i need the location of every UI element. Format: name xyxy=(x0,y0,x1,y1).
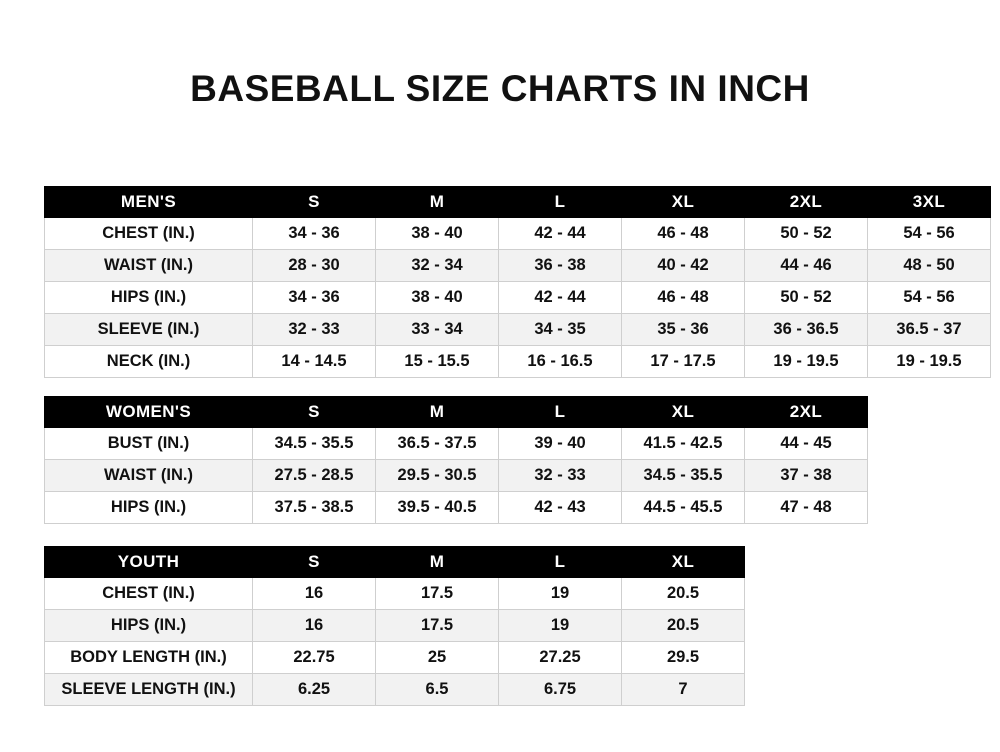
column-header: L xyxy=(499,187,622,218)
table-header-row xyxy=(45,397,868,428)
table-cell: 6.25 xyxy=(253,674,376,706)
column-header: M xyxy=(376,397,499,428)
table-cell: 44 - 45 xyxy=(745,428,868,460)
table-cell: 16 - 16.5 xyxy=(499,346,622,378)
table-cell: 6.75 xyxy=(499,674,622,706)
table-cell: 29.5 xyxy=(622,642,745,674)
table-cell: 37 - 38 xyxy=(745,460,868,492)
table-cell: 20.5 xyxy=(622,578,745,610)
row-label: WAIST (IN.) xyxy=(45,250,253,282)
column-header: 2XL xyxy=(745,187,868,218)
table-cell: 32 - 33 xyxy=(253,314,376,346)
table-row xyxy=(45,428,868,460)
table-row xyxy=(45,314,991,346)
table-row xyxy=(45,674,745,706)
row-label: HIPS (IN.) xyxy=(45,492,253,524)
table-cell: 48 - 50 xyxy=(868,250,991,282)
table-cell: 19 xyxy=(499,578,622,610)
row-label: SLEEVE (IN.) xyxy=(45,314,253,346)
table-cell: 46 - 48 xyxy=(622,218,745,250)
column-header: S xyxy=(253,187,376,218)
table-cell: 37.5 - 38.5 xyxy=(253,492,376,524)
table-cell: 41.5 - 42.5 xyxy=(622,428,745,460)
table-cell: 39.5 - 40.5 xyxy=(376,492,499,524)
table-cell: 34.5 - 35.5 xyxy=(622,460,745,492)
table-cell: 17.5 xyxy=(376,610,499,642)
table-row xyxy=(45,492,868,524)
table-cell: 14 - 14.5 xyxy=(253,346,376,378)
table-cell: 19 xyxy=(499,610,622,642)
table-cell: 34 - 35 xyxy=(499,314,622,346)
column-header: 2XL xyxy=(745,397,868,428)
table-cell: 36 - 36.5 xyxy=(745,314,868,346)
column-header: M xyxy=(376,547,499,578)
table-cell: 7 xyxy=(622,674,745,706)
table-row xyxy=(45,346,991,378)
womens-size-table xyxy=(44,396,868,524)
womens-size-chart xyxy=(44,396,868,524)
table-cell: 15 - 15.5 xyxy=(376,346,499,378)
column-header: XL xyxy=(622,547,745,578)
column-header: S xyxy=(253,397,376,428)
table-cell: 47 - 48 xyxy=(745,492,868,524)
row-label: BODY LENGTH (IN.) xyxy=(45,642,253,674)
column-header: L xyxy=(499,397,622,428)
table-cell: 22.75 xyxy=(253,642,376,674)
table-cell: 17.5 xyxy=(376,578,499,610)
column-header: M xyxy=(376,187,499,218)
row-label: SLEEVE LENGTH (IN.) xyxy=(45,674,253,706)
row-label: BUST (IN.) xyxy=(45,428,253,460)
table-cell: 6.5 xyxy=(376,674,499,706)
table-cell: 42 - 43 xyxy=(499,492,622,524)
table-cell: 42 - 44 xyxy=(499,282,622,314)
table-cell: 44.5 - 45.5 xyxy=(622,492,745,524)
table-row xyxy=(45,282,991,314)
row-label: HIPS (IN.) xyxy=(45,610,253,642)
table-cell: 50 - 52 xyxy=(745,282,868,314)
youth-size-table xyxy=(44,546,745,706)
table-header-row xyxy=(45,547,745,578)
column-header: WOMEN'S xyxy=(45,397,253,428)
table-row xyxy=(45,578,745,610)
table-cell: 44 - 46 xyxy=(745,250,868,282)
table-cell: 25 xyxy=(376,642,499,674)
table-cell: 36.5 - 37 xyxy=(868,314,991,346)
column-header: YOUTH xyxy=(45,547,253,578)
column-header: XL xyxy=(622,397,745,428)
row-label: HIPS (IN.) xyxy=(45,282,253,314)
table-cell: 38 - 40 xyxy=(376,282,499,314)
table-cell: 20.5 xyxy=(622,610,745,642)
table-cell: 40 - 42 xyxy=(622,250,745,282)
table-cell: 27.25 xyxy=(499,642,622,674)
table-cell: 32 - 33 xyxy=(499,460,622,492)
page-title: BASEBALL SIZE CHARTS IN INCH xyxy=(190,68,810,109)
row-label: WAIST (IN.) xyxy=(45,460,253,492)
table-cell: 38 - 40 xyxy=(376,218,499,250)
table-cell: 36 - 38 xyxy=(499,250,622,282)
table-cell: 27.5 - 28.5 xyxy=(253,460,376,492)
table-row xyxy=(45,642,745,674)
youth-size-chart xyxy=(44,546,745,706)
table-row xyxy=(45,250,991,282)
table-cell: 34 - 36 xyxy=(253,218,376,250)
table-cell: 19 - 19.5 xyxy=(868,346,991,378)
row-label: CHEST (IN.) xyxy=(45,578,253,610)
table-row xyxy=(45,460,868,492)
table-cell: 54 - 56 xyxy=(868,282,991,314)
table-cell: 35 - 36 xyxy=(622,314,745,346)
table-cell: 33 - 34 xyxy=(376,314,499,346)
table-cell: 29.5 - 30.5 xyxy=(376,460,499,492)
table-cell: 50 - 52 xyxy=(745,218,868,250)
table-cell: 39 - 40 xyxy=(499,428,622,460)
table-cell: 34.5 - 35.5 xyxy=(253,428,376,460)
column-header: XL xyxy=(622,187,745,218)
table-cell: 16 xyxy=(253,578,376,610)
table-header-row xyxy=(45,187,991,218)
row-label: CHEST (IN.) xyxy=(45,218,253,250)
mens-size-chart xyxy=(44,186,991,378)
table-row xyxy=(45,218,991,250)
table-cell: 32 - 34 xyxy=(376,250,499,282)
table-cell: 28 - 30 xyxy=(253,250,376,282)
table-cell: 34 - 36 xyxy=(253,282,376,314)
table-cell: 54 - 56 xyxy=(868,218,991,250)
table-row xyxy=(45,610,745,642)
table-cell: 16 xyxy=(253,610,376,642)
table-cell: 17 - 17.5 xyxy=(622,346,745,378)
column-header: MEN'S xyxy=(45,187,253,218)
table-cell: 19 - 19.5 xyxy=(745,346,868,378)
table-cell: 46 - 48 xyxy=(622,282,745,314)
column-header: 3XL xyxy=(868,187,991,218)
column-header: S xyxy=(253,547,376,578)
mens-size-table xyxy=(44,186,991,378)
column-header: L xyxy=(499,547,622,578)
row-label: NECK (IN.) xyxy=(45,346,253,378)
table-cell: 36.5 - 37.5 xyxy=(376,428,499,460)
table-cell: 42 - 44 xyxy=(499,218,622,250)
